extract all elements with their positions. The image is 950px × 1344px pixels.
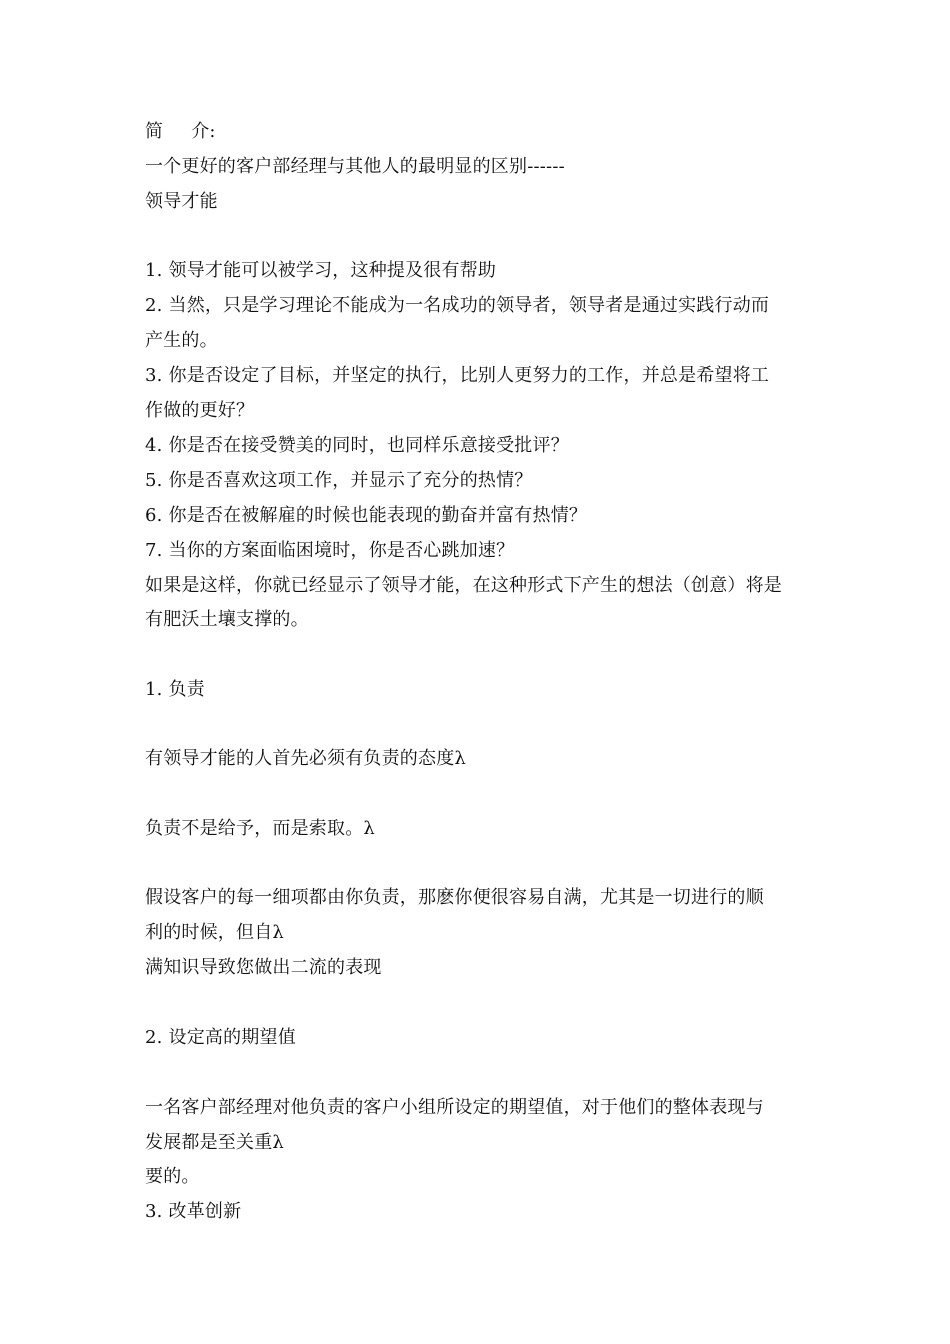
list-item: 5. 你是否喜欢这项工作，并显示了充分的热情？ <box>145 470 533 491</box>
paragraph-line: 要的。 <box>145 1166 200 1187</box>
paragraph-line: 满知识导致您做出二流的表现 <box>145 957 382 978</box>
section-heading: 2. 设定高的期望值 <box>145 1027 296 1048</box>
list-item: 6. 你是否在被解雇的时候也能表现的勤奋并富有热情？ <box>145 505 588 526</box>
paragraph-line: 一名客户部经理对他负责的客户小组所设定的期望值，对于他们的整体表现与 <box>145 1097 764 1118</box>
intro-label-left: 简 <box>145 121 164 142</box>
paragraph-line: 发展都是至关重λ <box>145 1132 285 1153</box>
list-item: 3. 你是否设定了目标，并坚定的执行，比别人更努力的工作，并总是希望将工 <box>145 365 770 386</box>
intro-line: 一个更好的客户部经理与其他人的最明显的区别------ <box>145 156 565 177</box>
paragraph-line: 假设客户的每一细项都由你负责，那麽你便很容易自满，尤其是一切进行的顺 <box>145 887 764 908</box>
intro-label-right: 介: <box>191 121 216 142</box>
section-heading: 3. 改革创新 <box>145 1201 242 1222</box>
paragraph-line: 利的时候，但自λ <box>145 922 285 943</box>
list-item: 2. 当然，只是学习理论不能成为一名成功的领导者，领导者是通过实践行动而 <box>145 295 770 316</box>
paragraph-line: 负责不是给予，而是索取。λ <box>145 818 376 839</box>
conclusion-line: 如果是这样，你就已经显示了领导才能，在这种形式下产生的想法（创意）将是 <box>145 575 782 596</box>
list-item: 7. 当你的方案面临困境时，你是否心跳加速？ <box>145 540 515 561</box>
conclusion-line: 有肥沃土壤支撑的。 <box>145 609 309 630</box>
intro-label <box>145 120 216 144</box>
list-item: 1. 领导才能可以被学习，这种提及很有帮助 <box>145 260 497 281</box>
intro-line: 领导才能 <box>145 191 218 212</box>
list-item: 产生的。 <box>145 330 218 351</box>
paragraph-line: 有领导才能的人首先必须有负责的态度λ <box>145 748 467 769</box>
section-heading: 1. 负责 <box>145 679 205 700</box>
list-item: 作做的更好？ <box>145 400 255 421</box>
list-item: 4. 你是否在接受赞美的同时，也同样乐意接受批评？ <box>145 435 569 456</box>
